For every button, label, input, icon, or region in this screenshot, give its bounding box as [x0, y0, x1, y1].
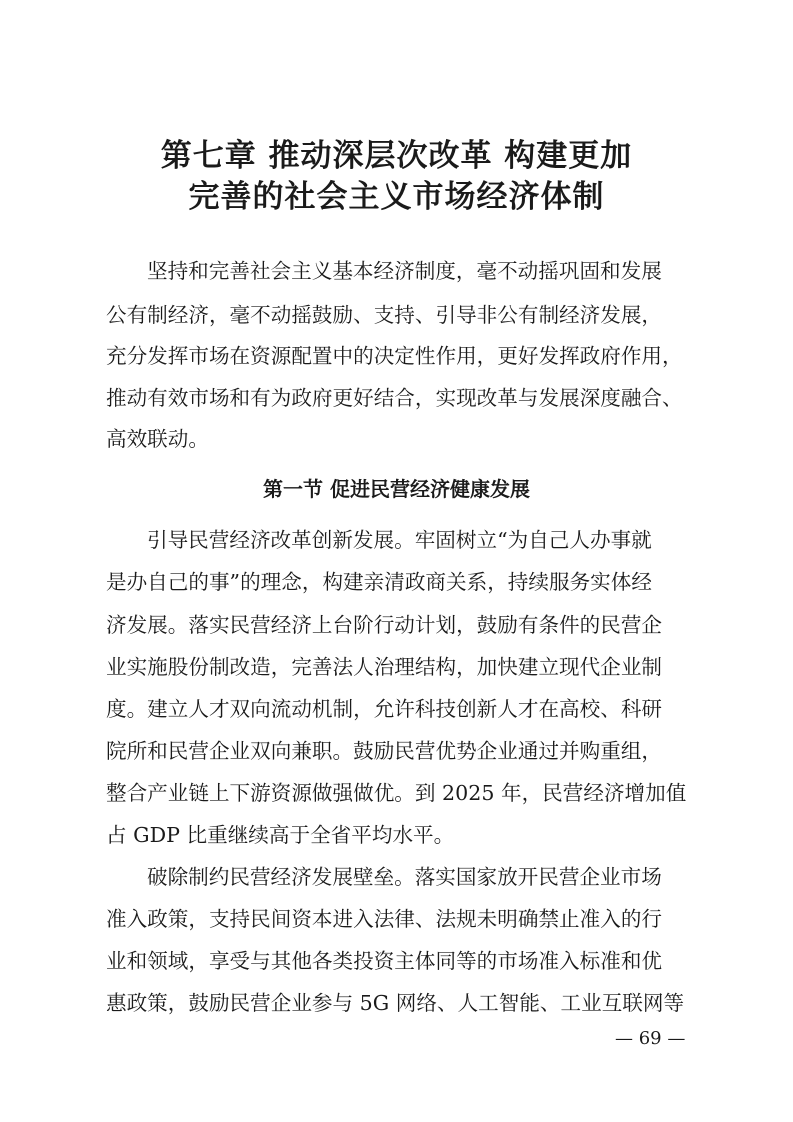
paragraph-1-lead: 引导民营经济改革创新发展。 [147, 528, 415, 552]
intro-line: 推动有效市场和有为政府更好结合，实现改革与发展深度融合、 [106, 386, 683, 410]
paragraph-2-line: 业和领域，享受与其他各类投资主体同等的市场准入标准和优 [106, 949, 663, 973]
intro-line: 充分发挥市场在资源配置中的决定性作用，更好发挥政府作用， [106, 344, 683, 368]
paragraph-1-first-line [147, 525, 652, 555]
paragraph-1-line: 济发展。落实民营经济上台阶行动计划，鼓励有条件的民营企 [106, 613, 663, 637]
paragraph-2-lead: 破除制约民营经济发展壁垒。 [147, 865, 415, 889]
intro-line: 高效联动。 [106, 427, 209, 451]
paragraph-1-line: 度。建立人才双向流动机制，允许科技创新人才在高校、科研 [106, 697, 663, 721]
paragraph-1-line-text: 牢固树立“为自己人办事就 [414, 528, 652, 552]
paragraph-1-line: 整合产业链上下游资源做强做优。到 2025 年，民营经济增加值 [106, 781, 687, 805]
paragraph-2-first-line [147, 862, 662, 892]
section-heading: 第一节 促进民营经济健康发展 [263, 477, 530, 501]
intro-line: 公有制经济，毫不动摇鼓励、支持、引导非公有制经济发展， [106, 303, 663, 327]
paragraph-1-line: 业实施股份制改造，完善法人治理结构，加快建立现代企业制 [106, 655, 663, 679]
paragraph-2-line: 惠政策，鼓励民营企业参与 5G 网络、人工智能、工业互联网等 [106, 991, 685, 1015]
chapter-title-line-1: 第七章 推动深层次改革 构建更加 [160, 138, 633, 174]
paragraph-1-line: 院所和民营企业双向兼职。鼓励民营优势企业通过并购重组， [106, 739, 663, 763]
page-number: — 69 — [615, 1028, 686, 1049]
paragraph-2-line-text: 落实国家放开民营企业市场 [414, 865, 662, 889]
intro-line: 坚持和完善社会主义基本经济制度，毫不动摇巩固和发展 [147, 259, 662, 283]
paragraph-1-line: 占 GDP 比重继续高于全省平均水平。 [106, 823, 455, 847]
paragraph-2-line: 准入政策，支持民间资本进入法律、法规未明确禁止准入的行 [106, 907, 663, 931]
paragraph-1-line: 是办自己的事”的理念，构建亲清政商关系，持续服务实体经 [106, 570, 652, 594]
chapter-title-line-2: 完善的社会主义市场经济体制 [188, 179, 605, 215]
